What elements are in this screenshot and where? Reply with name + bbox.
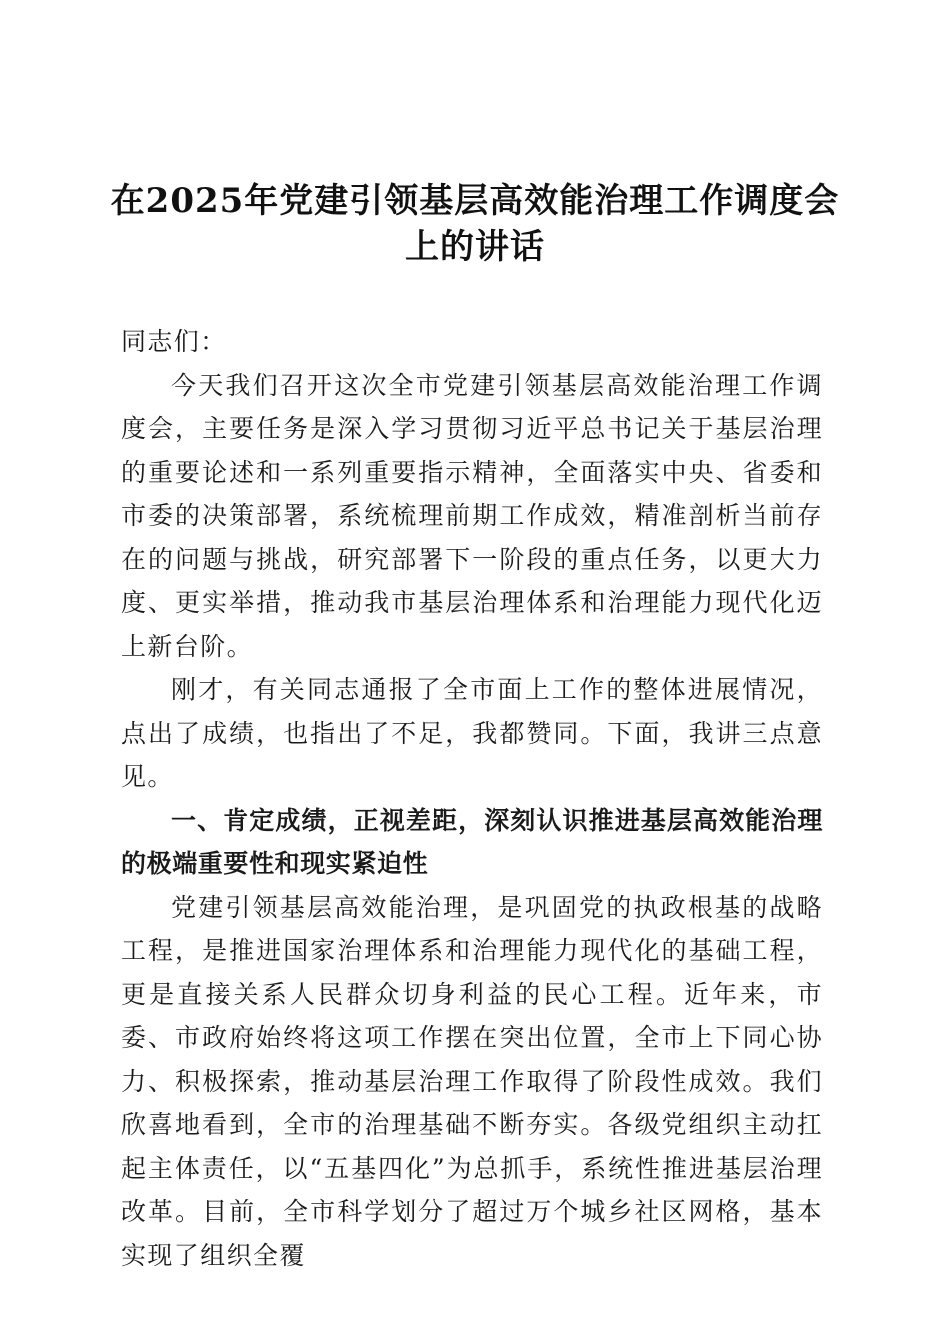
document-title: 在2025年党建引领基层高效能治理工作调度会上的讲话 [110,181,840,267]
salutation: 同志们： [121,327,227,356]
document-body [121,320,823,1277]
section-paragraph: 党建引领基层高效能治理，是巩固党的执政根基的战略工程，是推进国家治理体系和治理能力现代化的基础工程，更是直接关系人民群众切身利益的民心工程。近年来，市委、市政府始终将这项工作摆在突出位置，全市上下同心协力、积极探索，推动基层治理工作取得了阶段性成效。我们欣喜地看到，全市的治理基础不断夯实。各级党组织主动扛起主体责任，以“五基四化”为总抓手，系统性推进基层治理改革。目前，全市科学划分了超过万个城乡社区网格，基本实现了组织全覆 [121,892,823,1270]
body-paragraph-intro: 今天我们召开这次全市党建引领基层高效能治理工作调度会，主要任务是深入学习贯彻习近平总书记关于基层治理的重要论述和一系列重要指示精神，全面落实中央、省委和市委的决策部署，系统梳理前期工作成效，精准剖析当前存在的问题与挑战，研究部署下一阶段的重点任务，以更大力度、更实举措，推动我市基层治理体系和治理能力现代化迈上新台阶。 [121,370,823,661]
body-paragraph-transition: 刚才，有关同志通报了全市面上工作的整体进展情况，点出了成绩，也指出了不足，我都赞同。下面，我讲三点意见。 [121,675,823,791]
section-heading: 一、肯定成绩，正视差距，深刻认识推进基层高效能治理的极端重要性和现实紧迫性 [121,805,823,878]
